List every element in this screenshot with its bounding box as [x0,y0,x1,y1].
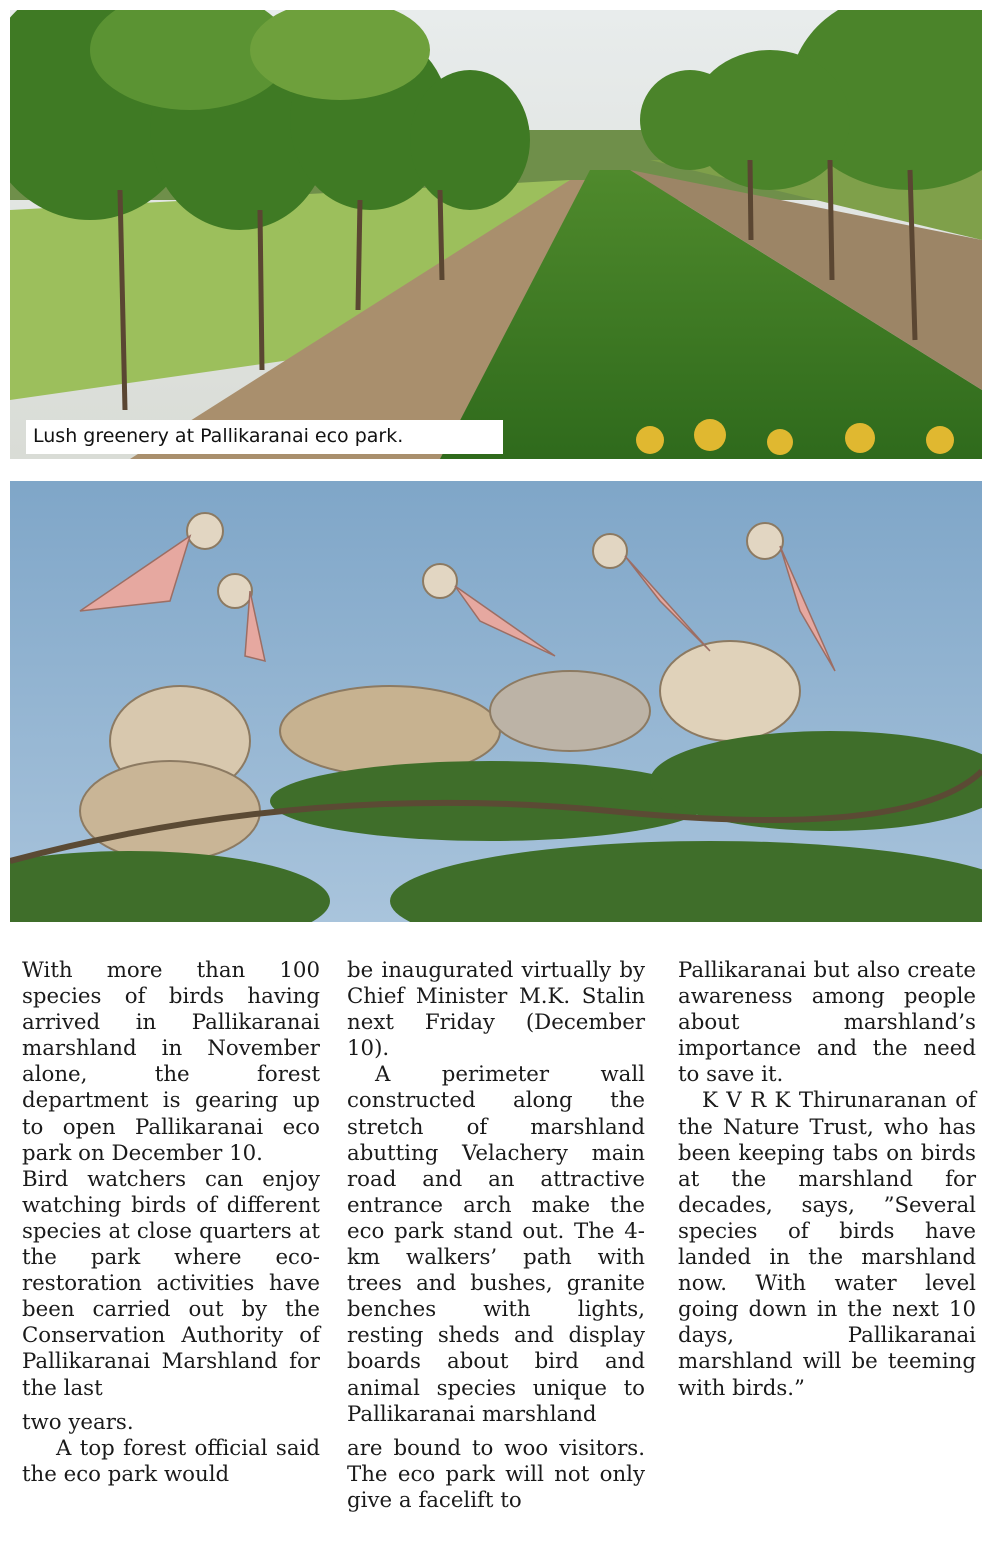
article-paragraph: Pallikaranai but also create awareness among people about marshland’s importance and the need to save it. [678,958,976,1088]
eco-park-illustration [10,10,982,459]
article-paragraph: two years. [22,1409,134,1435]
article-paragraph: A top forest official said the eco park would [22,1435,320,1487]
photo-caption: Lush greenery at Pallikaranai eco park. [26,420,503,454]
article-column-1 [22,958,320,1488]
article-column-3 [678,958,976,1402]
article-paragraph: K V R K Thirunaranan of the Nature Trust, who has been keeping tabs on birds at the marshland for decades, says, ”Several species of birds have landed in the marshland now. With water level going down in the next 10 days, Pallikaranai marshland will be teeming with birds.” [678,1088,976,1401]
article-paragraph: are bound to woo visitors. The eco park will not only give a facelift to [347,1435,645,1513]
article-paragraph: With more than 100 species of birds having arrived in Pallikaranai marshland in November alone, the forest department is gearing up to open Pallikaranai eco park on December 10. [22,958,320,1166]
eco-park-photo [10,10,982,459]
pelicans-illustration [10,481,982,922]
pelicans-photo [10,481,982,922]
article-paragraph: Bird watchers can enjoy watching birds of different species at close quarters at the park where eco-restoration activities have been carried out by the Conservation Authority of Pallikaranai Marshland for the last [22,1166,320,1401]
article-column-2 [347,958,645,1514]
article-paragraph: be inaugurated virtually by Chief Minister M.K. Stalin next Friday (December 10). [347,958,645,1062]
article-paragraph: A perimeter wall constructed along the stretch of marshland abutting Velachery main road and an attractive entrance arch make the eco park stand out. The 4-km walkers’ path with trees and bushes, granite benches with lights, resting sheds and display boards about bird and animal species unique to Pallikaranai marshland [347,1062,645,1427]
